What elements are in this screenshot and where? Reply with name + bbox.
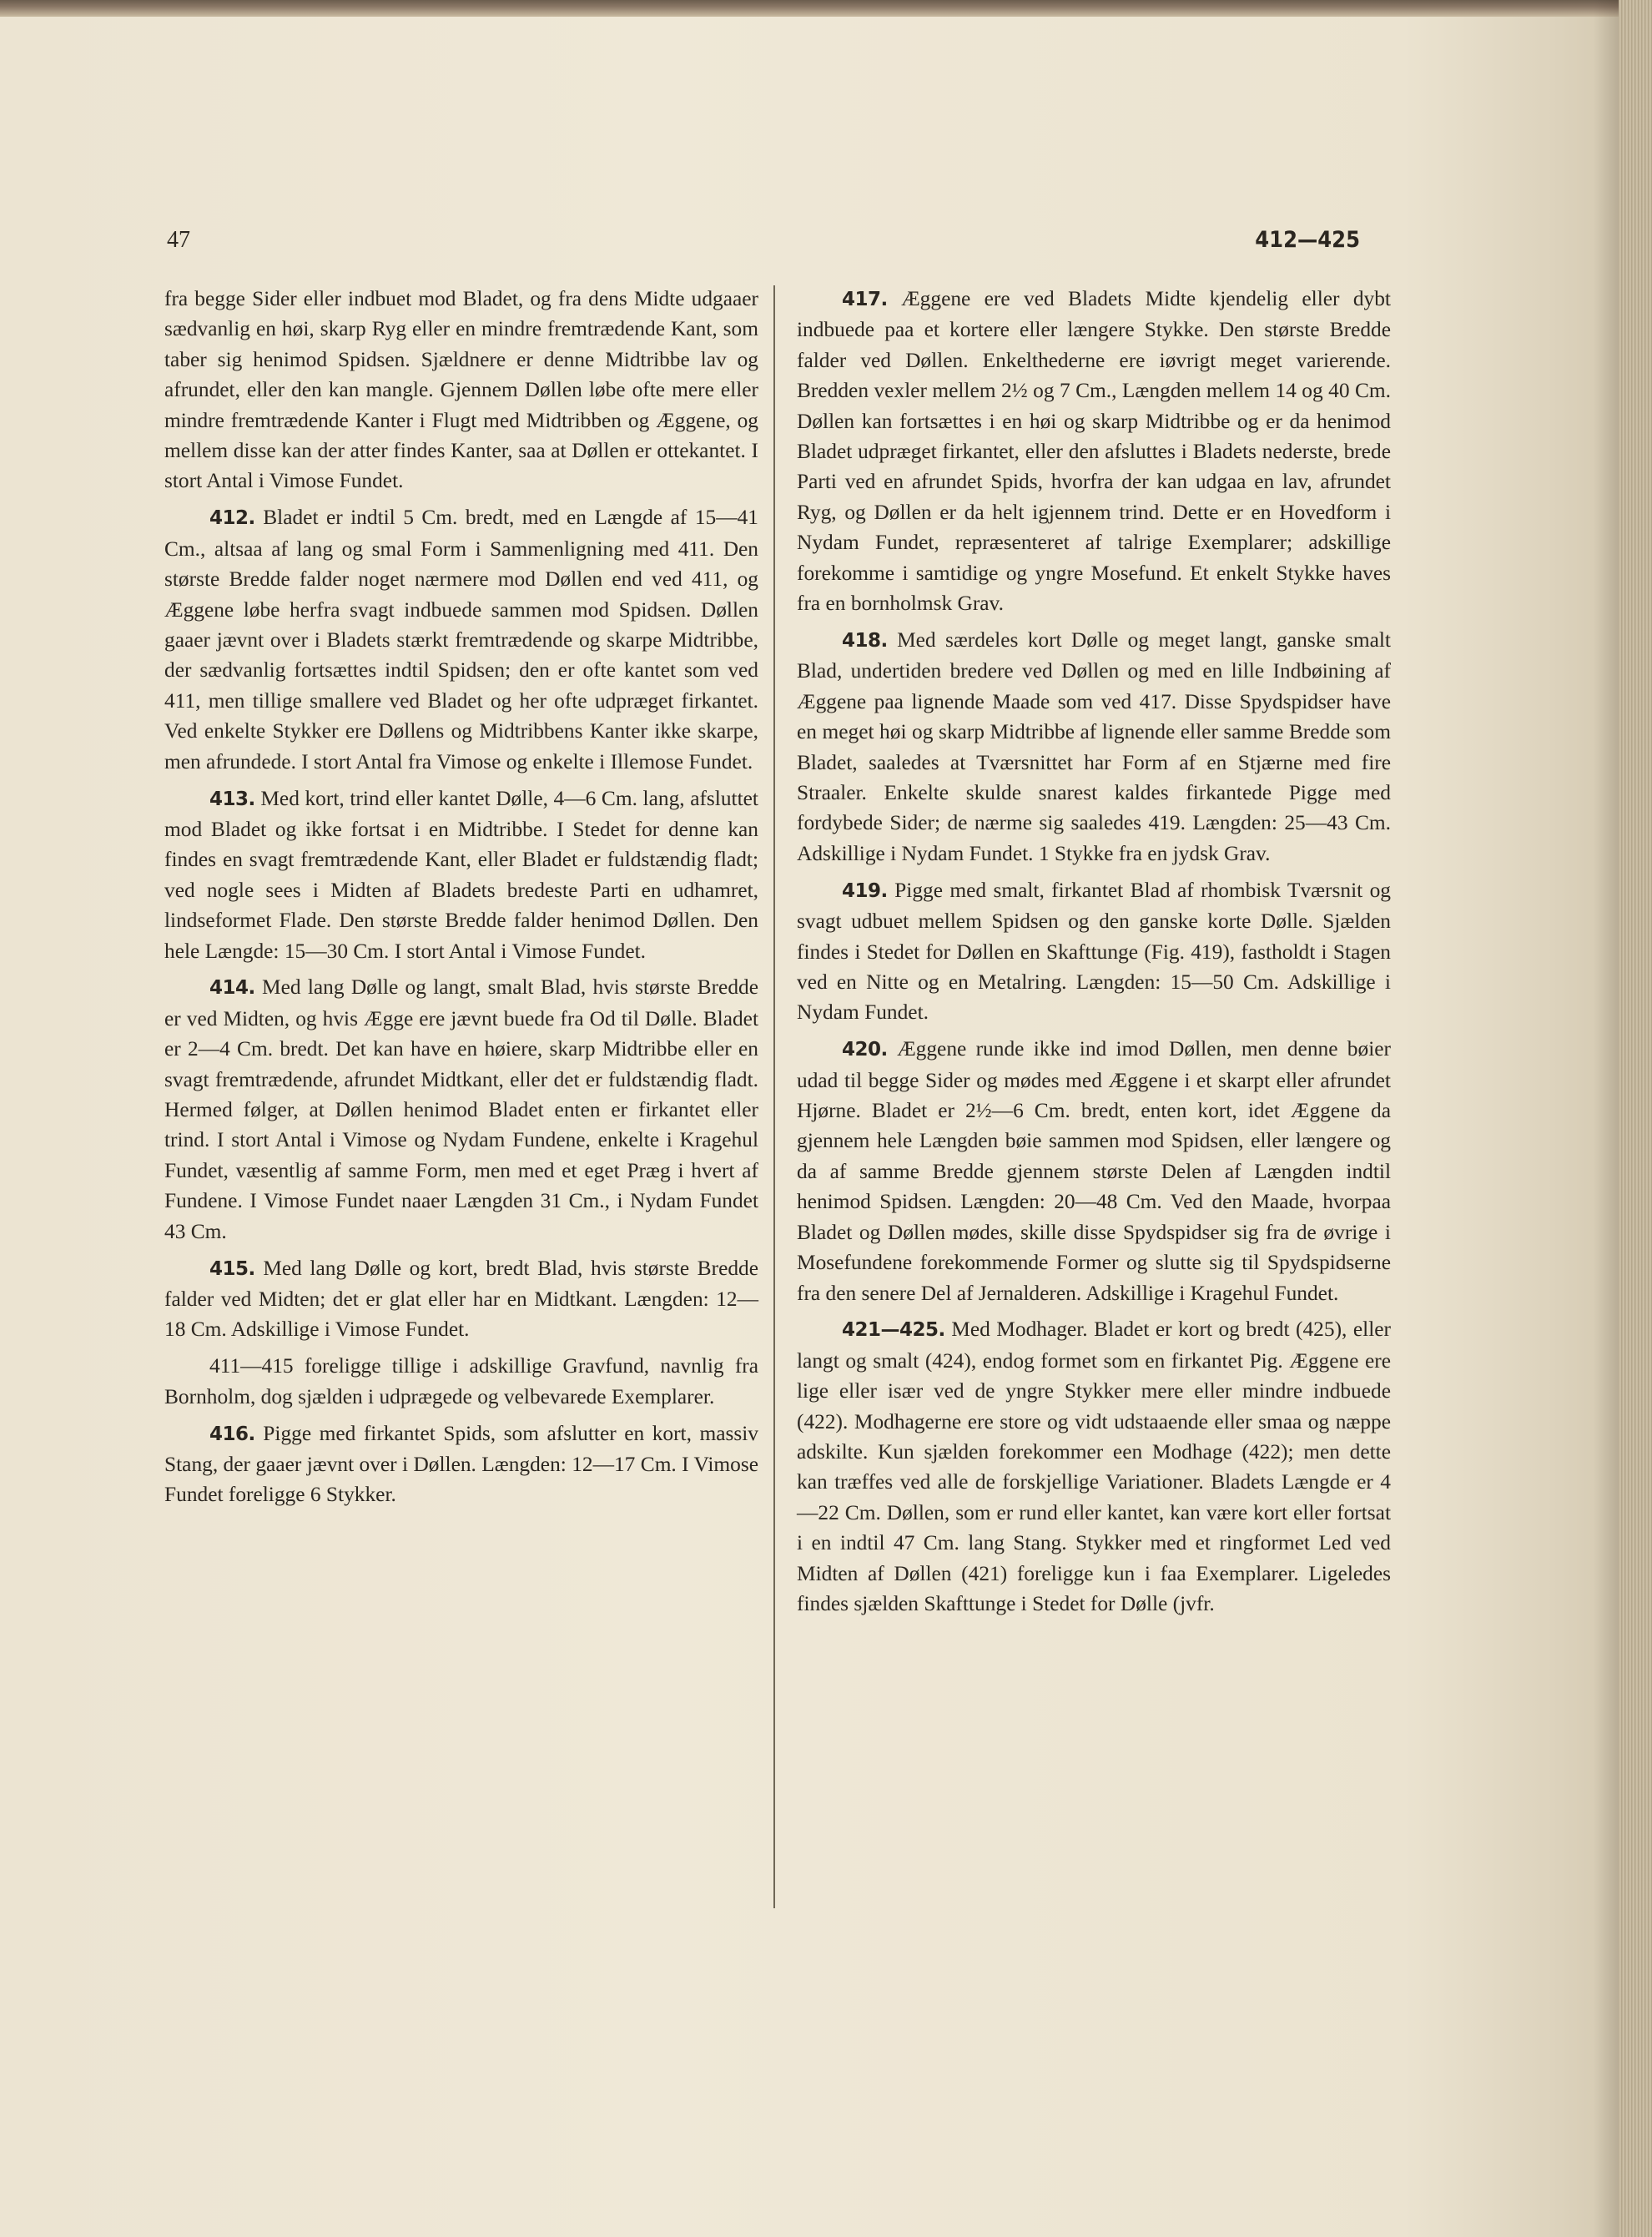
entry-number: 420. bbox=[842, 1039, 888, 1061]
paragraph-text: Bladet er indtil 5 Cm. bredt, med en Længde af 15—41 Cm., altsaa af lang og smal Form i Sammenligning med 411. Den største Bredde falder noget nærmere mod Døllen end ved 411, og Æggene løbe herfra svagt indbuede sammen mod Spidsen. Døllen gaaer jævnt over i Bladets stærkt fremtrædende og skarpe Midtribbe, der sædvanlig fortsættes indtil Spidsen; den er ofte kantet som ved 411, men tillige smallere ved Bladet og her ofte udpræget firkantet. Ved enkelte Stykker ere Døllens og Midtribbens Kanter ikke skarpe, men afrundede. I stort Antal fra Vimose og enkelte i Illemose Fundet. bbox=[164, 506, 758, 773]
entry-413 bbox=[164, 783, 758, 966]
entry-number: 418. bbox=[842, 629, 888, 652]
paragraph bbox=[164, 284, 758, 496]
page-number: 47 bbox=[167, 227, 190, 253]
left-column bbox=[164, 284, 758, 1516]
paragraph-text: Pigge med firkantet Spids, som afslutter en kort, massiv Stang, der gaaer jævnt over i Døllen. Længden: 12—17 Cm. I Vimose Fundet foreligge 6 Stykker. bbox=[164, 1421, 758, 1507]
entry-number: 415. bbox=[209, 1257, 255, 1280]
entry-number: 421—425. bbox=[842, 1319, 945, 1342]
entry-415 bbox=[164, 1253, 758, 1345]
entry-range: 412—425 bbox=[1255, 227, 1360, 253]
entry-number: 413. bbox=[209, 788, 255, 810]
paragraph-text: Med kort, trind eller kantet Dølle, 4—6 Cm. lang, afsluttet mod Bladet og ikke fortsat i en Midtribbe. I Stedet for denne kan findes en svagt fremtrædende Kant, eller Bladet er fuldstændig fladt; ved nogle sees i Midten af Bladets bredeste Parti en udhamret, lindseformet Flade. Den største Bredde falder henimod Døllen. Den hele Længde: 15—30 Cm. I stort Antal i Vimose Fundet. bbox=[164, 786, 758, 963]
entry-number: 419. bbox=[842, 879, 888, 902]
entry-number: 412. bbox=[209, 507, 255, 530]
entry-421-425 bbox=[797, 1314, 1391, 1619]
column-divider bbox=[773, 285, 775, 1908]
entry-419 bbox=[797, 875, 1391, 1028]
running-head bbox=[167, 227, 1360, 260]
paragraph-text: Med lang Dølle og kort, bredt Blad, hvis største Bredde falder ved Midten; det er glat eller har en Midtkant. Længden: 12—18 Cm. Adskillige i Vimose Fundet. bbox=[164, 1256, 758, 1342]
paragraph-text: Pigge med smalt, firkantet Blad af rhombisk Tværsnit og svagt udbuet mellem Spidsen og den ganske korte Dølle. Sjælden findes i Stedet for Døllen en Skafttunge (Fig. 419), fastholdt i Stagen ved en Nitte og en Metalring. Længden: 15—50 Cm. Adskillige i Nydam Fundet. bbox=[797, 878, 1391, 1025]
entry-416 bbox=[164, 1418, 758, 1510]
entry-412 bbox=[164, 502, 758, 777]
page-gutter-shadow bbox=[1594, 0, 1619, 2237]
paragraph-text: Med særdeles kort Dølle og meget langt, ganske smalt Blad, undertiden bredere ved Døllen og med en lille Indbøining af Æggene paa lignende Maade som ved 417. Disse Spydspidser have en meget høi og skarp Midtribbe af lignende eller samme Bredde som Bladet, saaledes at Tværsnittet har Form af en Stjærne med fire Straaler. Enkelte skulde snarest kaldes firkantede Pigge med fordybede Sider; de nærme sig saaledes 419. Længden: 25—43 Cm. Adskillige i Nydam Fundet. 1 Stykke fra en jydsk Grav. bbox=[797, 627, 1391, 865]
paragraph-text: Med Modhager. Bladet er kort og bredt (425), eller langt og smalt (424), endog formet som en firkantet Pig. Æggene ere lige eller især ved de yngre Stykker mere eller mindre indbuede (422). Modhagerne ere store og vidt udstaaende eller smaa og næppe adskilte. Kun sjælden forekommer een Modhage (422); men dette kan træffes ved alle de forskjellige Variationer. Bladets Længde er 4—22 Cm. Døllen, som er rund eller kantet, kan være kort eller fortsat i en indtil 47 Cm. lang Stang. Stykker med et ringformet Led ved Midten af Døllen (421) foreligge kun i faa Exemplarer. Ligeledes findes sjælden Skafttunge i Stedet for Dølle (jvfr. bbox=[797, 1318, 1391, 1616]
paragraph-text: fra begge Sider eller indbuet mod Bladet, og fra dens Midte udgaaer sædvanlig en høi, skarp Ryg eller en mindre fremtrædende Kant, som taber sig henimod Spidsen. Sjældnere er denne Midtribbe lav og afrundet, eller den kan mangle. Gjennem Døllen løbe ofte mere eller mindre fremtrædende Kanter i Flugt med Midtribben og Æggene, og mellem disse kan der atter findes Kanter, saa at Døllen er ottekantet. I stort Antal i Vimose Fundet. bbox=[164, 287, 758, 493]
right-column bbox=[797, 284, 1391, 1625]
entry-number: 417. bbox=[842, 289, 888, 310]
paragraph bbox=[164, 1351, 758, 1412]
entry-number: 414. bbox=[209, 977, 255, 1000]
paragraph-text: Æggene ere ved Bladets Midte kjendelig eller dybt indbuede paa et kortere eller længere Stykke. Den største Bredde falder ved Døllen. Enkelthederne ere iøvrigt meget varierende. Bredden vexler mellem 2½ og 7 Cm., Længden mellem 14 og 40 Cm. Døllen kan fortsættes i en høi og skarp Midtribbe og er da henimod Bladet udpræget firkantet, eller den afsluttes i Bladets nederste, brede Parti ved en afrundet Spids, hvorfra der kan udgaa en lav, afrundet Ryg, og Døllen er da helt igjennem trind. Dette er en Hovedform i Nydam Fundet, repræsenteret af talrige Exemplarer; adskillige forekomme i samtidige og yngre Mosefund. Et enkelt Stykke haves fra en bornholmsk Grav. bbox=[797, 287, 1391, 616]
book-fore-edge bbox=[1619, 0, 1652, 2237]
entry-414 bbox=[164, 972, 758, 1247]
entry-417 bbox=[797, 284, 1391, 618]
paragraph-text: Æggene runde ikke ind imod Døllen, men denne bøier udad til begge Sider og mødes med Æggene i et skarpt eller afrundet Hjørne. Bladet er 2½—6 Cm. bredt, enten kort, idet Æggene da gjennem hele Længden bøie sammen mod Spidsen, eller længere og da af samme Bredde gjennem største Delen af Længden indtil henimod Spidsen. Længden: 20—48 Cm. Ved den Maade, hvorpaa Bladet og Døllen mødes, skille disse Spydspidser sig fra de øvrige i Mosefundene forekommende Former og slutte sig til Spydspidserne fra den senere Del af Jernalderen. Adskillige i Kragehul Fundet. bbox=[797, 1037, 1391, 1305]
paragraph-text: 411—415 foreligge tillige i adskillige Gravfund, navnlig fra Bornholm, dog sjælden i udprægede og velbevarede Exemplarer. bbox=[164, 1354, 758, 1408]
paragraph-text: Med lang Dølle og langt, smalt Blad, hvis største Bredde er ved Midten, og hvis Ægge ere jævnt buede fra Od til Dølle. Bladet er 2—4 Cm. bredt. Det kan have en høiere, skarp Midtribbe eller en svagt fremtrædende, afrundet Midtkant, eller det er fuldstændig fladt. Hermed følger, at Døllen henimod Bladet enten er firkantet eller trind. I stort Antal i Vimose og Nydam Fundene, enkelte i Kragehul Fundet, væsentlig af samme Form, men med et eget Præg i hvert af Fundene. I Vimose Fundet naaer Længden 31 Cm., i Nydam Fundet 43 Cm. bbox=[164, 975, 758, 1243]
page-top-edge bbox=[0, 0, 1652, 17]
entry-418 bbox=[797, 625, 1391, 869]
entry-number: 416. bbox=[209, 1423, 255, 1445]
entry-420 bbox=[797, 1034, 1391, 1308]
